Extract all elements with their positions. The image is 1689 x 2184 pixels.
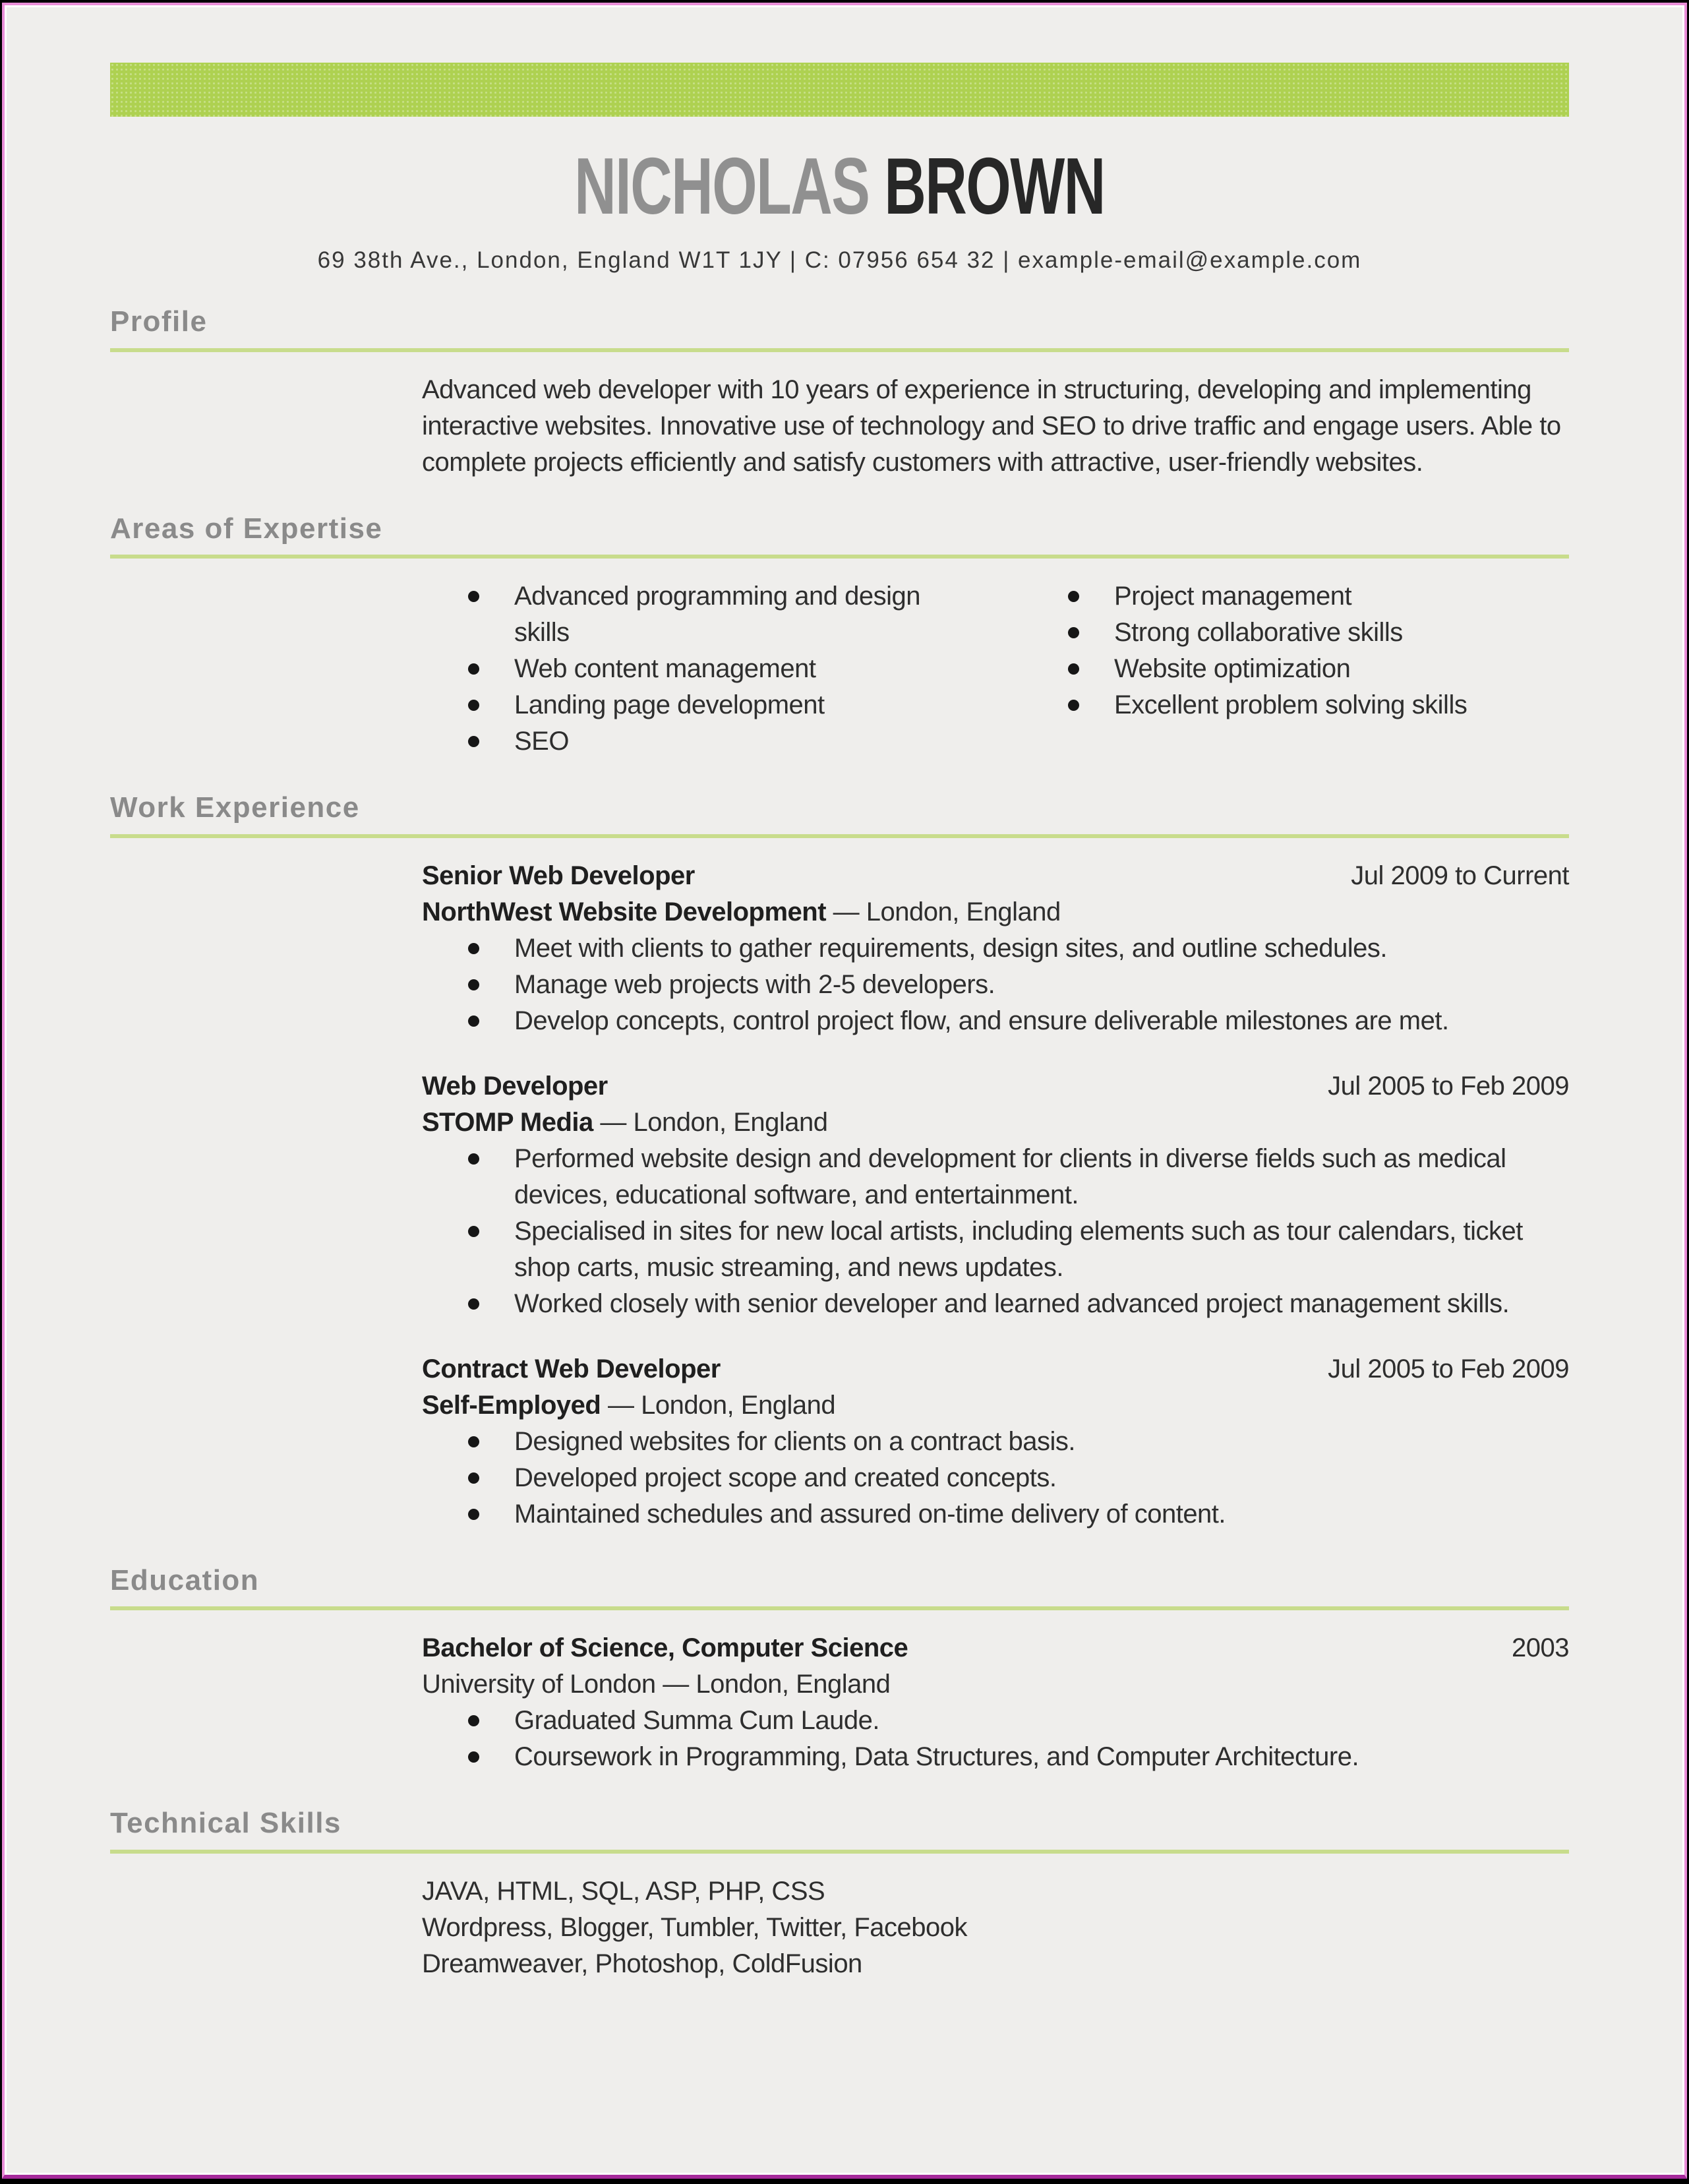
section-underline [110, 1606, 1569, 1610]
expertise-item: Website optimization [1022, 651, 1569, 687]
expertise-item: Web content management [422, 651, 969, 687]
job-bullet: Worked closely with senior developer and learned advanced project management skills. [422, 1286, 1569, 1322]
contact-line: 69 38th Ave., London, England W1T 1JY | C: 07956 654 32 | example-email@example.com [317, 247, 1362, 273]
profile-text: Advanced web developer with 10 years of experience in structuring, developing and implementing interactive websites. Innovative use of technology and SEO to drive traffic and engage users. Able to complete projects efficiently and satisfy customers with attractive, user-friendly websites. [422, 375, 1561, 477]
section-title-skills: Technical Skills [110, 1807, 341, 1840]
job-dates: Jul 2005 to Feb 2009 [1328, 1354, 1569, 1383]
job-location: — London, England [833, 897, 1061, 926]
job-entry [422, 1068, 1569, 1322]
first-name: NICHOLAS [574, 141, 870, 231]
expertise-columns [422, 578, 1569, 760]
expertise-item: SEO [422, 723, 969, 760]
section-title-work: Work Experience [110, 791, 360, 824]
job-title: Contract Web Developer [422, 1354, 721, 1383]
job-bullet: Manage web projects with 2-5 developers. [422, 967, 1569, 1003]
job-dates: Jul 2009 to Current [1351, 861, 1569, 890]
expertise-item: Excellent problem solving skills [1022, 687, 1569, 723]
expertise-column-left [422, 578, 969, 760]
expertise-item: Landing page development [422, 687, 969, 723]
job-bullet: Designed websites for clients on a contract basis. [422, 1424, 1569, 1460]
section-expertise [110, 512, 1569, 760]
job-bullet: Performed website design and development for clients in diverse fields such as medical devices, educational software, and entertainment. [422, 1141, 1569, 1213]
education-bullet: Coursework in Programming, Data Structures, and Computer Architecture. [422, 1739, 1569, 1775]
job-title: Senior Web Developer [422, 861, 695, 890]
job-company: STOMP Media [422, 1107, 593, 1137]
job-bullet: Developed project scope and created concepts. [422, 1460, 1569, 1496]
job-title: Web Developer [422, 1071, 608, 1101]
job-bullet: Develop concepts, control project flow, and ensure deliverable milestones are met. [422, 1003, 1569, 1039]
section-underline [110, 348, 1569, 352]
skills-line: Wordpress, Blogger, Tumbler, Twitter, Facebook [422, 1912, 968, 1942]
section-technical-skills [110, 1807, 1569, 1982]
graduation-year: 2003 [1512, 1633, 1569, 1663]
job-entry [422, 1351, 1569, 1532]
section-title-education: Education [110, 1563, 260, 1596]
job-bullet: Meet with clients to gather requirements, design sites, and outline schedules. [422, 930, 1569, 967]
resume-page [7, 7, 1682, 2173]
header-accent-bar [110, 63, 1569, 117]
education-bullet: Graduated Summa Cum Laude. [422, 1703, 1569, 1739]
person-name [314, 141, 1365, 231]
expertise-column-right [1022, 578, 1569, 760]
school-name: University of London [422, 1670, 656, 1699]
job-entry [422, 858, 1569, 1039]
expertise-item: Project management [1022, 578, 1569, 615]
job-bullet: Maintained schedules and assured on-time delivery of content. [422, 1496, 1569, 1532]
school-location: — London, England [663, 1670, 891, 1699]
section-education [110, 1564, 1569, 1776]
job-company: NorthWest Website Development [422, 897, 827, 926]
section-underline [110, 555, 1569, 559]
job-company: Self-Employed [422, 1390, 601, 1420]
section-work-experience [110, 791, 1569, 1532]
section-profile [110, 305, 1569, 481]
job-dates: Jul 2005 to Feb 2009 [1328, 1071, 1569, 1101]
skills-line: JAVA, HTML, SQL, ASP, PHP, CSS [422, 1876, 825, 1906]
degree: Bachelor of Science, Computer Science [422, 1633, 908, 1663]
expertise-item: Advanced programming and design skills [422, 578, 969, 651]
job-bullet: Specialised in sites for new local artists, including elements such as tour calendars, ticket shop carts, music streaming, and news updates. [422, 1213, 1569, 1286]
skills-line: Dreamweaver, Photoshop, ColdFusion [422, 1949, 862, 1978]
job-location: — London, England [607, 1390, 836, 1420]
job-location: — London, England [600, 1107, 828, 1137]
last-name: BROWN [884, 141, 1105, 231]
section-title-expertise: Areas of Expertise [110, 512, 383, 545]
section-title-profile: Profile [110, 305, 208, 338]
page-border [2, 3, 1687, 2179]
expertise-item: Strong collaborative skills [1022, 615, 1569, 651]
section-underline [110, 834, 1569, 838]
section-underline [110, 1850, 1569, 1854]
